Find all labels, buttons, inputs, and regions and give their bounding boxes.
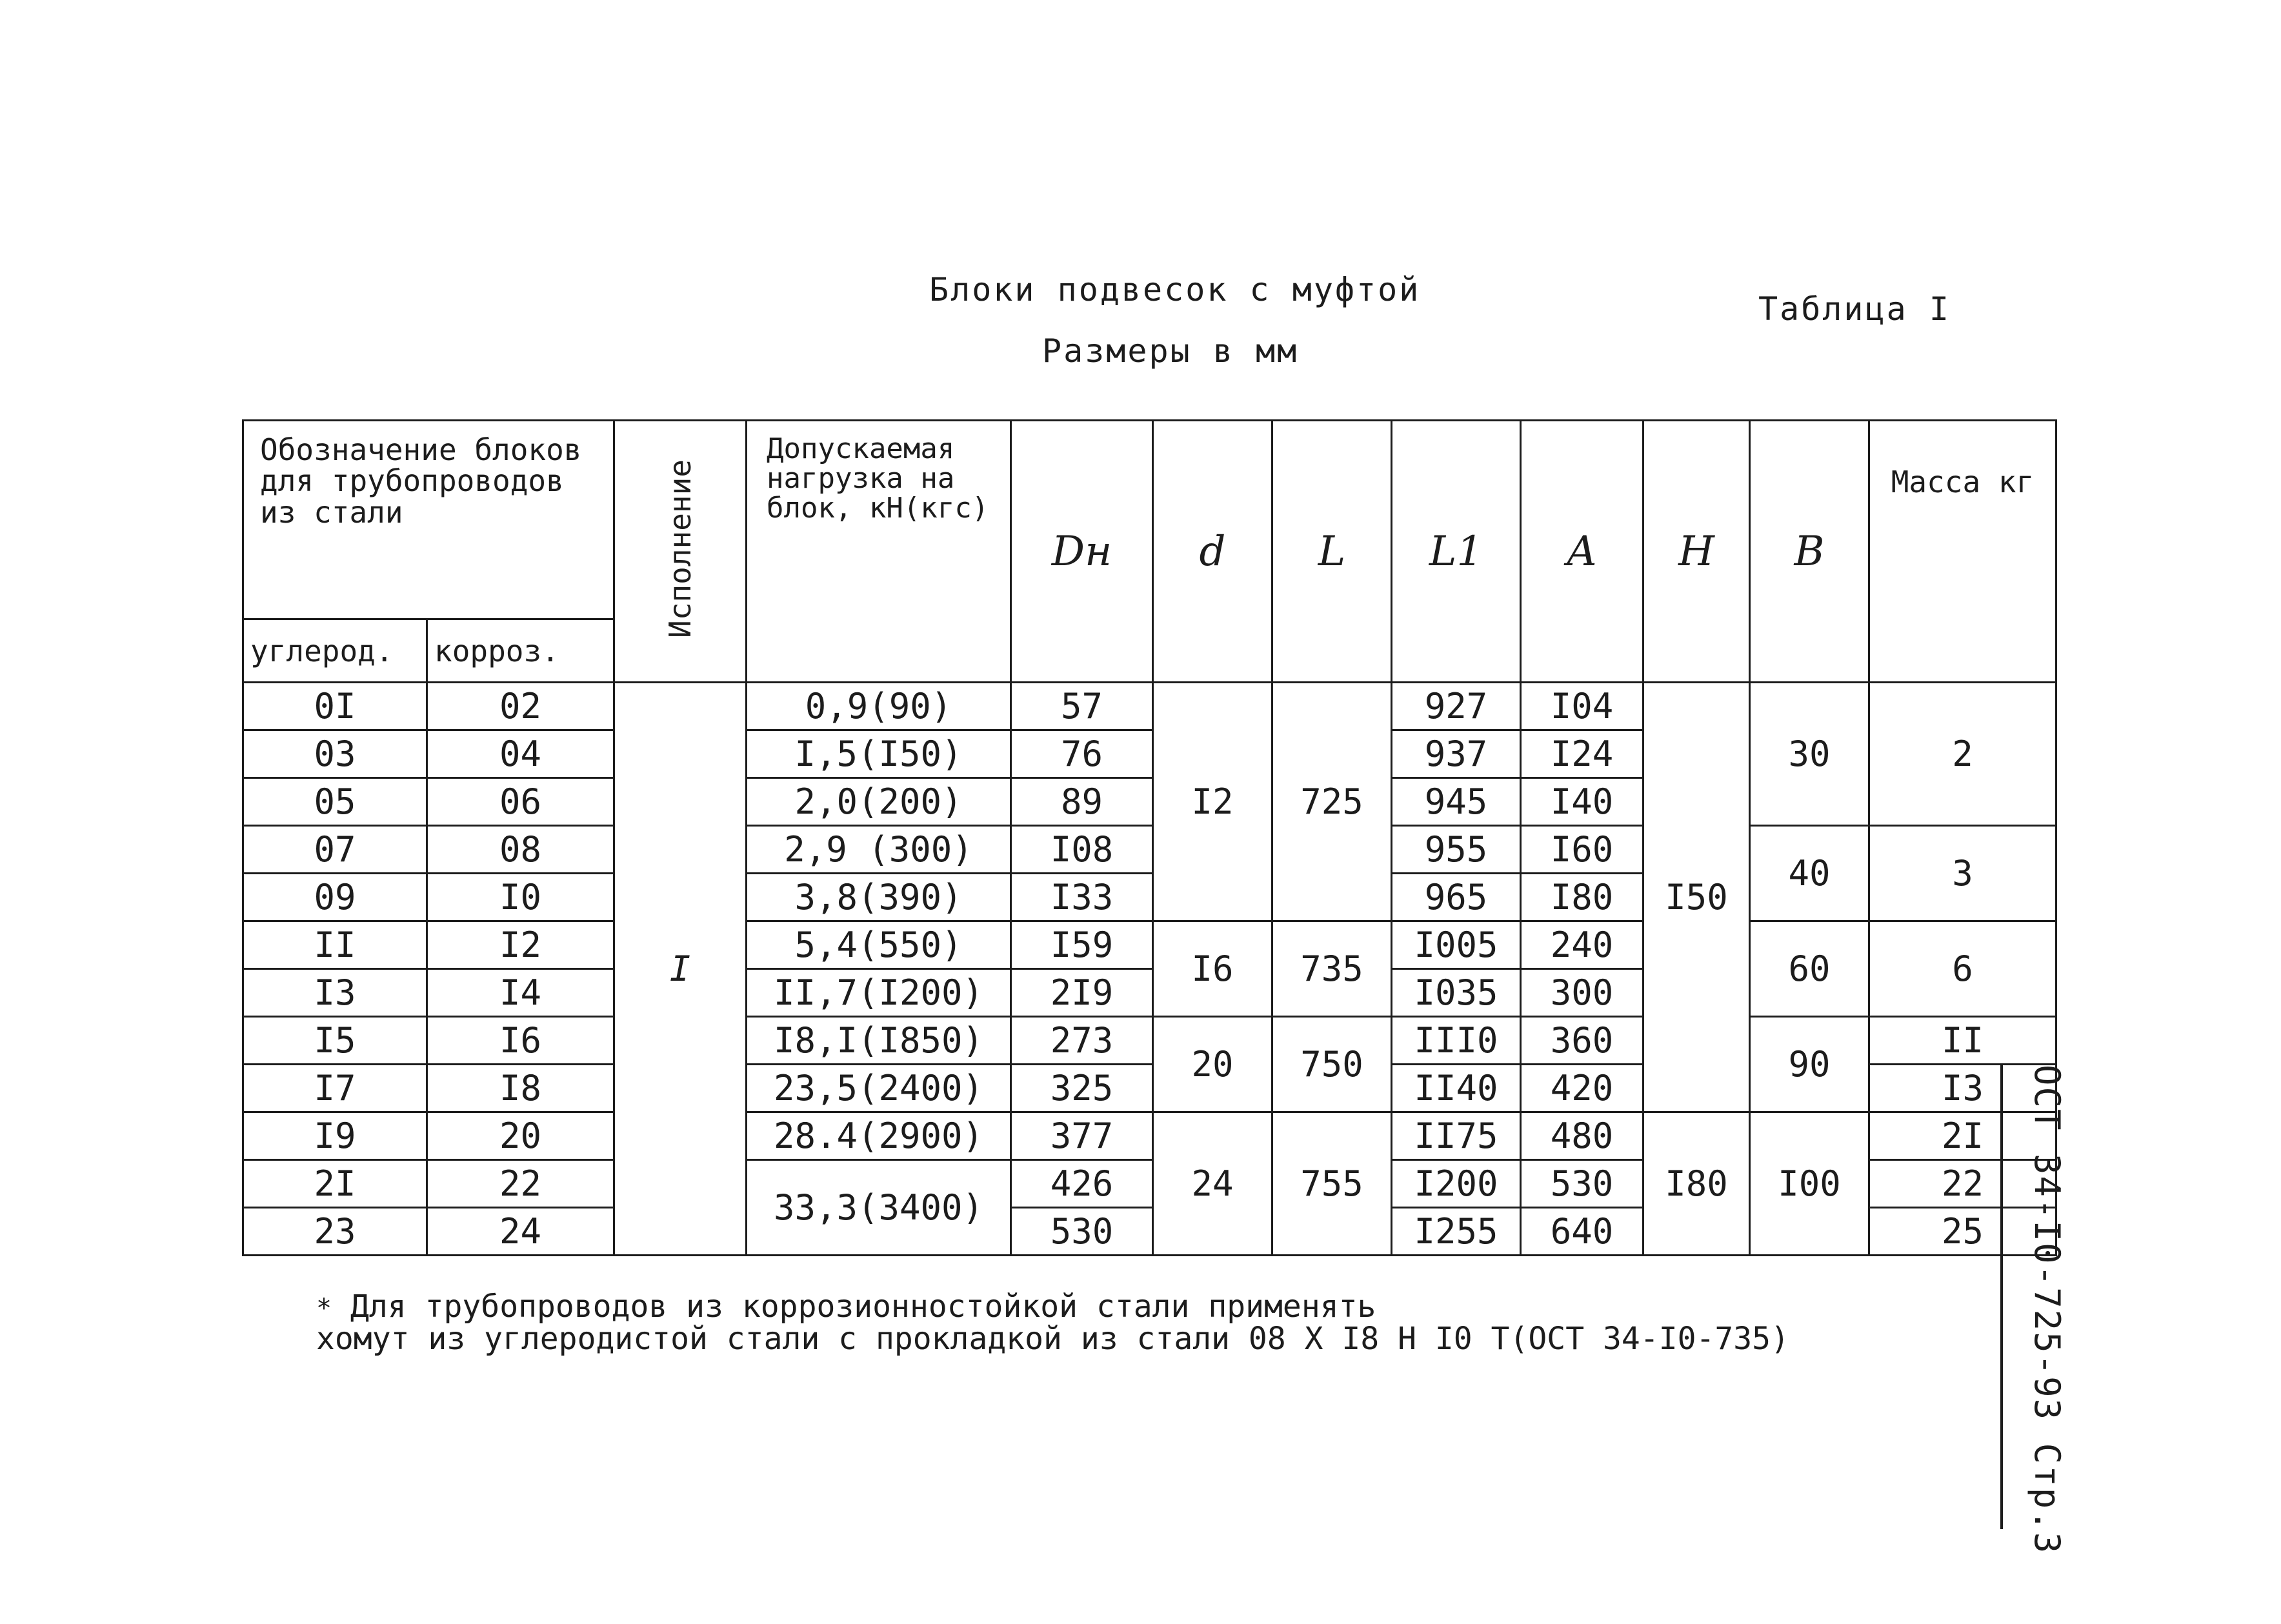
cell-load: I,5(I50): [747, 730, 1011, 778]
cell-load: II,7(I200): [747, 969, 1011, 1017]
cell-load: 28.4(2900): [747, 1112, 1011, 1160]
cell-b: 90: [1750, 1017, 1869, 1112]
cell-mass: 3: [1869, 826, 2056, 921]
cell-corrosion: 22: [427, 1160, 614, 1208]
cell-carbon: I3: [243, 969, 427, 1017]
header-h: H: [1643, 421, 1750, 683]
header-designation: Обозначение блоков для трубопроводов из стали: [243, 421, 614, 619]
cell-l: 755: [1272, 1112, 1392, 1256]
cell-dn: 89: [1011, 778, 1153, 826]
header-a: A: [1521, 421, 1643, 683]
cell-a: 300: [1521, 969, 1643, 1017]
cell-dn: I33: [1011, 874, 1153, 921]
cell-l1: 937: [1392, 730, 1521, 778]
cell-l1: 927: [1392, 683, 1521, 730]
cell-carbon: 07: [243, 826, 427, 874]
cell-a: 360: [1521, 1017, 1643, 1065]
cell-l1: II75: [1392, 1112, 1521, 1160]
cell-l: 750: [1272, 1017, 1392, 1112]
cell-carbon: 2I: [243, 1160, 427, 1208]
cell-h: I80: [1643, 1112, 1750, 1256]
cell-dn: 76: [1011, 730, 1153, 778]
cell-corrosion: I2: [427, 921, 614, 969]
cell-d: 24: [1153, 1112, 1272, 1256]
header-dn: Dн: [1011, 421, 1153, 683]
cell-a: I80: [1521, 874, 1643, 921]
footnote: [316, 1290, 1789, 1356]
cell-dn: I08: [1011, 826, 1153, 874]
table-row: [243, 826, 2056, 874]
cell-corrosion: I4: [427, 969, 614, 1017]
cell-l1: II40: [1392, 1065, 1521, 1112]
cell-a: 640: [1521, 1208, 1643, 1256]
cell-corrosion: 06: [427, 778, 614, 826]
footnote-line-2: хомут из углеродистой стали с прокладкой из стали 08 Х I8 Н I0 Т(ОСТ 34-I0-735): [316, 1321, 1789, 1358]
cell-b: 60: [1750, 921, 1869, 1017]
cell-a: I60: [1521, 826, 1643, 874]
cell-mass: 2I: [1869, 1112, 2056, 1160]
cell-a: 480: [1521, 1112, 1643, 1160]
cell-a: 240: [1521, 921, 1643, 969]
cell-carbon: 03: [243, 730, 427, 778]
table-row: [243, 683, 2056, 730]
cell-carbon: 0I: [243, 683, 427, 730]
cell-load: 3,8(390): [747, 874, 1011, 921]
cell-corrosion: 24: [427, 1208, 614, 1256]
cell-dn: 325: [1011, 1065, 1153, 1112]
cell-l: 725: [1272, 683, 1392, 921]
cell-carbon: II: [243, 921, 427, 969]
cell-carbon: 05: [243, 778, 427, 826]
header-version: Исполнение: [614, 421, 747, 683]
cell-dn: 273: [1011, 1017, 1153, 1065]
cell-b: 30: [1750, 683, 1869, 826]
cell-b: 40: [1750, 826, 1869, 921]
cell-corrosion: 20: [427, 1112, 614, 1160]
table-row: [243, 1112, 2056, 1160]
cell-corrosion: 08: [427, 826, 614, 874]
header-b: B: [1750, 421, 1869, 683]
cell-dn: 377: [1011, 1112, 1153, 1160]
header-l1: L1: [1392, 421, 1521, 683]
cell-l: 735: [1272, 921, 1392, 1017]
cell-d: 20: [1153, 1017, 1272, 1112]
cell-l1: I005: [1392, 921, 1521, 969]
cell-load: I8,I(I850): [747, 1017, 1011, 1065]
cell-b: I00: [1750, 1112, 1869, 1256]
cell-a: 530: [1521, 1160, 1643, 1208]
table-label: Таблица I: [1758, 290, 1951, 328]
header-d: d: [1153, 421, 1272, 683]
header-load: Допускаемая нагрузка на блок, кН(кгс): [747, 421, 1011, 683]
cell-carbon: I7: [243, 1065, 427, 1112]
cell-l1: I200: [1392, 1160, 1521, 1208]
cell-l1: I255: [1392, 1208, 1521, 1256]
cell-corrosion: I6: [427, 1017, 614, 1065]
cell-carbon: I5: [243, 1017, 427, 1065]
cell-mass: 6: [1869, 921, 2056, 1017]
cell-load: 5,4(550): [747, 921, 1011, 969]
cell-mass: 2: [1869, 683, 2056, 826]
cell-dn: 2I9: [1011, 969, 1153, 1017]
cell-d: I6: [1153, 921, 1272, 1017]
cell-dn: 530: [1011, 1208, 1153, 1256]
cell-load: 2,9 (300): [747, 826, 1011, 874]
cell-corrosion: I8: [427, 1065, 614, 1112]
cell-l1: 955: [1392, 826, 1521, 874]
cell-l1: 945: [1392, 778, 1521, 826]
header-corrosion: корроз.: [427, 619, 614, 683]
cell-dn: 57: [1011, 683, 1153, 730]
cell-mass: II: [1869, 1017, 2056, 1065]
cell-dn: 426: [1011, 1160, 1153, 1208]
cell-d: I2: [1153, 683, 1272, 921]
cell-mass: I3: [1869, 1065, 2056, 1112]
cell-version: I: [614, 683, 747, 1256]
cell-l1: I035: [1392, 969, 1521, 1017]
cell-dn: I59: [1011, 921, 1153, 969]
cell-corrosion: 04: [427, 730, 614, 778]
page-title: Блоки подвесок с муфтой: [929, 271, 1421, 308]
table-row: [243, 1017, 2056, 1065]
cell-a: 420: [1521, 1065, 1643, 1112]
cell-h: I50: [1643, 683, 1750, 1112]
header-carbon: углерод.: [243, 619, 427, 683]
cell-load: 2,0(200): [747, 778, 1011, 826]
cell-corrosion: 02: [427, 683, 614, 730]
cell-l1: III0: [1392, 1017, 1521, 1065]
cell-load: 23,5(2400): [747, 1065, 1011, 1112]
cell-load: 0,9(90): [747, 683, 1011, 730]
cell-carbon: 23: [243, 1208, 427, 1256]
cell-load: 33,3(3400): [747, 1160, 1011, 1256]
cell-carbon: I9: [243, 1112, 427, 1160]
cell-l1: 965: [1392, 874, 1521, 921]
cell-a: I24: [1521, 730, 1643, 778]
dimensions-table: [242, 419, 2057, 1256]
cell-mass: 22: [1869, 1160, 2056, 1208]
header-l: L: [1272, 421, 1392, 683]
table-row: [243, 921, 2056, 969]
document-code: ОСТ 34-I0-725-93 Стр.3: [2000, 1065, 2067, 1529]
cell-a: I04: [1521, 683, 1643, 730]
footnote-line-1: * Для трубопроводов из коррозионностойкой стали применять: [316, 1288, 1376, 1325]
cell-mass: 25: [1869, 1208, 2056, 1256]
cell-carbon: 09: [243, 874, 427, 921]
footnote-marker: *: [316, 1294, 332, 1323]
header-mass: Масса кг: [1869, 421, 2056, 683]
cell-corrosion: I0: [427, 874, 614, 921]
units-note: Размеры в мм: [1042, 332, 1299, 370]
cell-a: I40: [1521, 778, 1643, 826]
